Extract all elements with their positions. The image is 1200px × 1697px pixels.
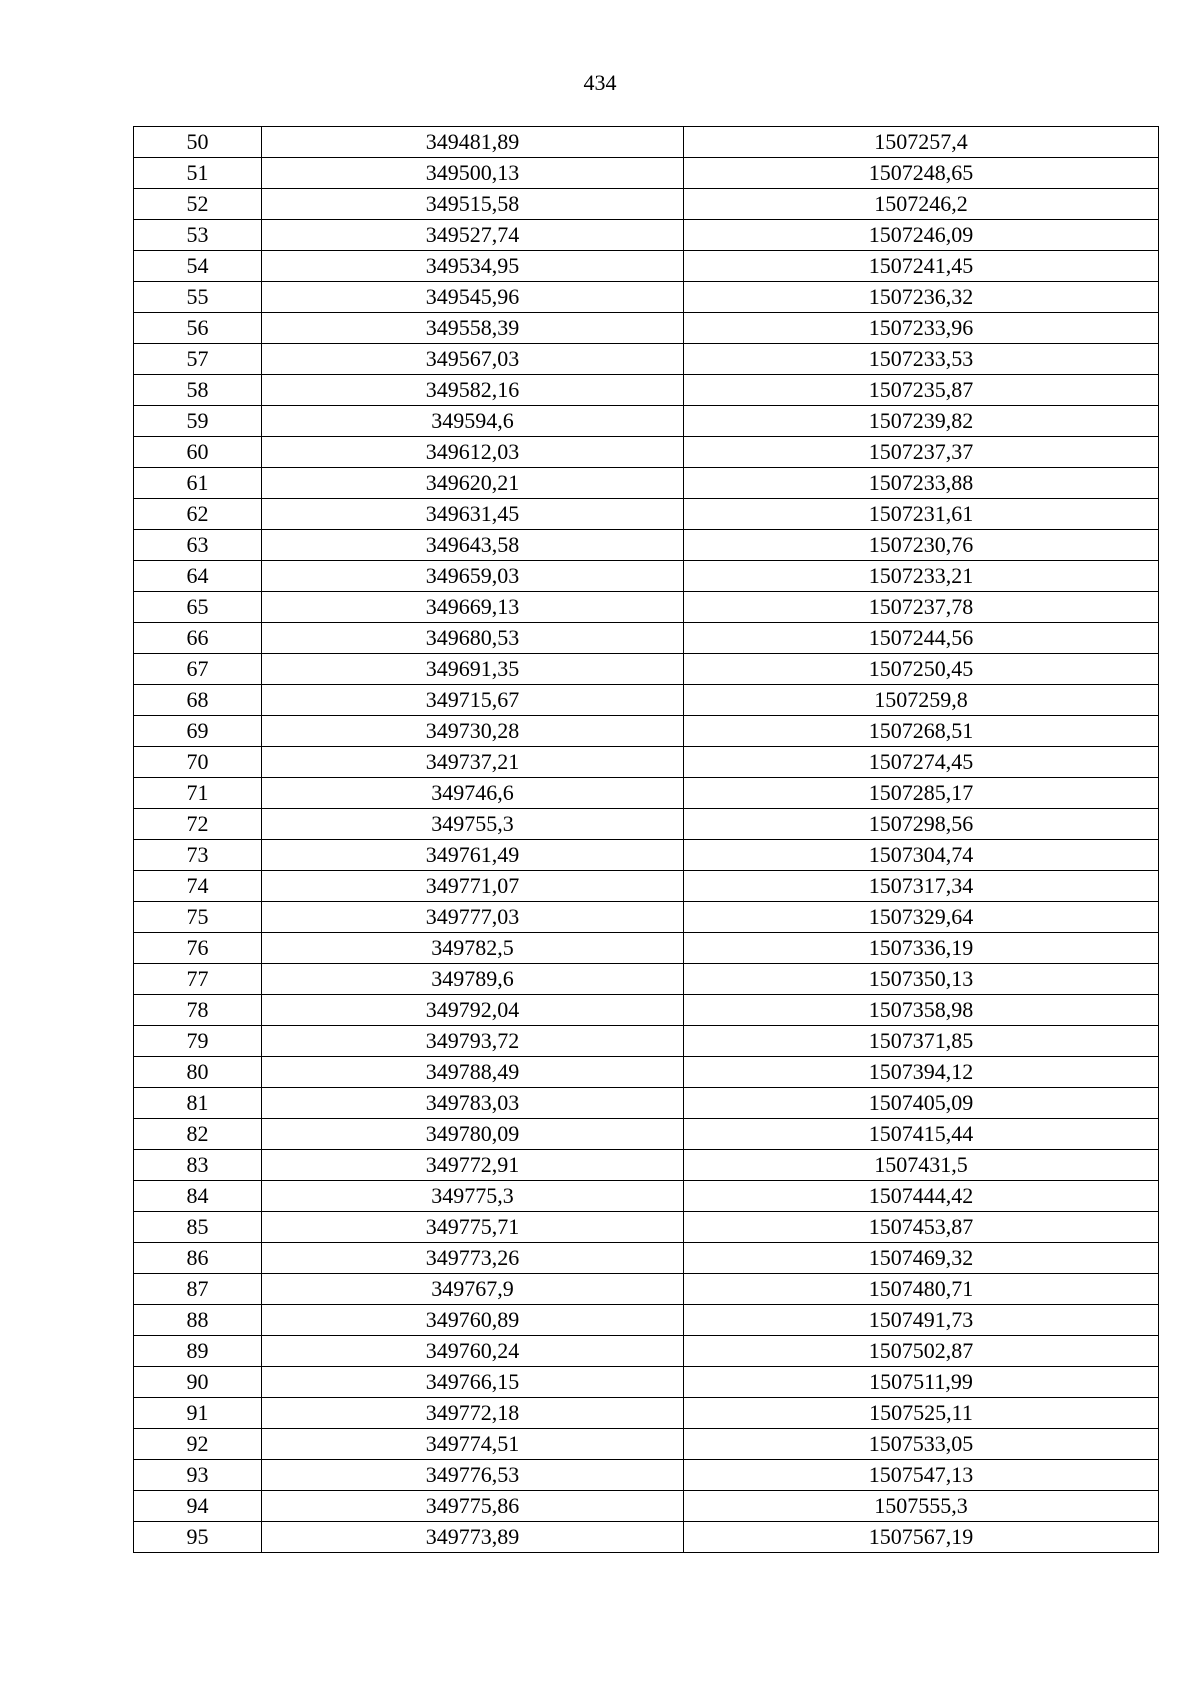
x-coordinate-cell: 349766,15 — [262, 1367, 684, 1398]
x-coordinate-cell: 349773,89 — [262, 1522, 684, 1553]
point-number-cell: 64 — [134, 561, 262, 592]
table-row — [134, 716, 1159, 747]
x-coordinate-cell: 349755,3 — [262, 809, 684, 840]
y-coordinate-cell: 1507237,37 — [684, 437, 1159, 468]
y-coordinate-cell: 1507257,4 — [684, 127, 1159, 158]
point-number-cell: 68 — [134, 685, 262, 716]
y-coordinate-cell: 1507431,5 — [684, 1150, 1159, 1181]
y-coordinate-cell: 1507250,45 — [684, 654, 1159, 685]
coordinates-table-body — [134, 127, 1159, 1553]
table-row — [134, 1150, 1159, 1181]
y-coordinate-cell: 1507239,82 — [684, 406, 1159, 437]
point-number-cell: 85 — [134, 1212, 262, 1243]
table-row — [134, 468, 1159, 499]
x-coordinate-cell: 349772,91 — [262, 1150, 684, 1181]
table-row — [134, 778, 1159, 809]
x-coordinate-cell: 349777,03 — [262, 902, 684, 933]
coordinates-table — [133, 126, 1159, 1553]
table-row — [134, 1088, 1159, 1119]
point-number-cell: 83 — [134, 1150, 262, 1181]
table-row — [134, 902, 1159, 933]
x-coordinate-cell: 349481,89 — [262, 127, 684, 158]
point-number-cell: 78 — [134, 995, 262, 1026]
x-coordinate-cell: 349783,03 — [262, 1088, 684, 1119]
y-coordinate-cell: 1507298,56 — [684, 809, 1159, 840]
y-coordinate-cell: 1507244,56 — [684, 623, 1159, 654]
x-coordinate-cell: 349659,03 — [262, 561, 684, 592]
point-number-cell: 80 — [134, 1057, 262, 1088]
table-row — [134, 561, 1159, 592]
point-number-cell: 90 — [134, 1367, 262, 1398]
table-row — [134, 1212, 1159, 1243]
y-coordinate-cell: 1507371,85 — [684, 1026, 1159, 1057]
table-row — [134, 685, 1159, 716]
x-coordinate-cell: 349782,5 — [262, 933, 684, 964]
point-number-cell: 84 — [134, 1181, 262, 1212]
y-coordinate-cell: 1507248,65 — [684, 158, 1159, 189]
x-coordinate-cell: 349775,71 — [262, 1212, 684, 1243]
x-coordinate-cell: 349792,04 — [262, 995, 684, 1026]
y-coordinate-cell: 1507502,87 — [684, 1336, 1159, 1367]
y-coordinate-cell: 1507317,34 — [684, 871, 1159, 902]
point-number-cell: 76 — [134, 933, 262, 964]
point-number-cell: 59 — [134, 406, 262, 437]
x-coordinate-cell: 349780,09 — [262, 1119, 684, 1150]
y-coordinate-cell: 1507555,3 — [684, 1491, 1159, 1522]
point-number-cell: 71 — [134, 778, 262, 809]
y-coordinate-cell: 1507246,09 — [684, 220, 1159, 251]
x-coordinate-cell: 349760,24 — [262, 1336, 684, 1367]
point-number-cell: 57 — [134, 344, 262, 375]
x-coordinate-cell: 349737,21 — [262, 747, 684, 778]
x-coordinate-cell: 349788,49 — [262, 1057, 684, 1088]
table-row — [134, 344, 1159, 375]
x-coordinate-cell: 349545,96 — [262, 282, 684, 313]
y-coordinate-cell: 1507241,45 — [684, 251, 1159, 282]
x-coordinate-cell: 349767,9 — [262, 1274, 684, 1305]
x-coordinate-cell: 349774,51 — [262, 1429, 684, 1460]
y-coordinate-cell: 1507237,78 — [684, 592, 1159, 623]
point-number-cell: 50 — [134, 127, 262, 158]
y-coordinate-cell: 1507285,17 — [684, 778, 1159, 809]
y-coordinate-cell: 1507233,96 — [684, 313, 1159, 344]
table-row — [134, 592, 1159, 623]
table-row — [134, 499, 1159, 530]
x-coordinate-cell: 349534,95 — [262, 251, 684, 282]
table-row — [134, 1336, 1159, 1367]
table-row — [134, 995, 1159, 1026]
y-coordinate-cell: 1507233,88 — [684, 468, 1159, 499]
x-coordinate-cell: 349730,28 — [262, 716, 684, 747]
y-coordinate-cell: 1507336,19 — [684, 933, 1159, 964]
x-coordinate-cell: 349631,45 — [262, 499, 684, 530]
point-number-cell: 94 — [134, 1491, 262, 1522]
y-coordinate-cell: 1507567,19 — [684, 1522, 1159, 1553]
point-number-cell: 79 — [134, 1026, 262, 1057]
x-coordinate-cell: 349793,72 — [262, 1026, 684, 1057]
y-coordinate-cell: 1507491,73 — [684, 1305, 1159, 1336]
table-row — [134, 1026, 1159, 1057]
table-row — [134, 654, 1159, 685]
point-number-cell: 61 — [134, 468, 262, 499]
y-coordinate-cell: 1507235,87 — [684, 375, 1159, 406]
point-number-cell: 91 — [134, 1398, 262, 1429]
y-coordinate-cell: 1507547,13 — [684, 1460, 1159, 1491]
y-coordinate-cell: 1507358,98 — [684, 995, 1159, 1026]
y-coordinate-cell: 1507259,8 — [684, 685, 1159, 716]
x-coordinate-cell: 349515,58 — [262, 189, 684, 220]
y-coordinate-cell: 1507480,71 — [684, 1274, 1159, 1305]
y-coordinate-cell: 1507511,99 — [684, 1367, 1159, 1398]
point-number-cell: 56 — [134, 313, 262, 344]
table-row — [134, 840, 1159, 871]
table-row — [134, 1119, 1159, 1150]
y-coordinate-cell: 1507268,51 — [684, 716, 1159, 747]
point-number-cell: 87 — [134, 1274, 262, 1305]
y-coordinate-cell: 1507405,09 — [684, 1088, 1159, 1119]
table-row — [134, 871, 1159, 902]
x-coordinate-cell: 349594,6 — [262, 406, 684, 437]
table-row — [134, 1243, 1159, 1274]
table-row — [134, 282, 1159, 313]
x-coordinate-cell: 349620,21 — [262, 468, 684, 499]
point-number-cell: 89 — [134, 1336, 262, 1367]
point-number-cell: 54 — [134, 251, 262, 282]
point-number-cell: 92 — [134, 1429, 262, 1460]
x-coordinate-cell: 349776,53 — [262, 1460, 684, 1491]
table-row — [134, 437, 1159, 468]
y-coordinate-cell: 1507233,21 — [684, 561, 1159, 592]
point-number-cell: 77 — [134, 964, 262, 995]
x-coordinate-cell: 349761,49 — [262, 840, 684, 871]
x-coordinate-cell: 349760,89 — [262, 1305, 684, 1336]
x-coordinate-cell: 349789,6 — [262, 964, 684, 995]
y-coordinate-cell: 1507246,2 — [684, 189, 1159, 220]
table-row — [134, 1460, 1159, 1491]
point-number-cell: 72 — [134, 809, 262, 840]
table-row — [134, 158, 1159, 189]
point-number-cell: 88 — [134, 1305, 262, 1336]
x-coordinate-cell: 349772,18 — [262, 1398, 684, 1429]
table-row — [134, 964, 1159, 995]
table-row — [134, 530, 1159, 561]
table-row — [134, 809, 1159, 840]
y-coordinate-cell: 1507233,53 — [684, 344, 1159, 375]
x-coordinate-cell: 349500,13 — [262, 158, 684, 189]
y-coordinate-cell: 1507469,32 — [684, 1243, 1159, 1274]
table-row — [134, 1181, 1159, 1212]
y-coordinate-cell: 1507525,11 — [684, 1398, 1159, 1429]
point-number-cell: 81 — [134, 1088, 262, 1119]
table-row — [134, 375, 1159, 406]
point-number-cell: 52 — [134, 189, 262, 220]
y-coordinate-cell: 1507394,12 — [684, 1057, 1159, 1088]
point-number-cell: 82 — [134, 1119, 262, 1150]
x-coordinate-cell: 349773,26 — [262, 1243, 684, 1274]
y-coordinate-cell: 1507231,61 — [684, 499, 1159, 530]
table-row — [134, 1367, 1159, 1398]
x-coordinate-cell: 349775,86 — [262, 1491, 684, 1522]
point-number-cell: 74 — [134, 871, 262, 902]
table-row — [134, 1429, 1159, 1460]
point-number-cell: 95 — [134, 1522, 262, 1553]
table-row — [134, 1274, 1159, 1305]
point-number-cell: 60 — [134, 437, 262, 468]
page-number: 434 — [583, 70, 617, 95]
point-number-cell: 58 — [134, 375, 262, 406]
y-coordinate-cell: 1507329,64 — [684, 902, 1159, 933]
table-row — [134, 1057, 1159, 1088]
y-coordinate-cell: 1507453,87 — [684, 1212, 1159, 1243]
point-number-cell: 70 — [134, 747, 262, 778]
y-coordinate-cell: 1507230,76 — [684, 530, 1159, 561]
table-row — [134, 1522, 1159, 1553]
point-number-cell: 93 — [134, 1460, 262, 1491]
y-coordinate-cell: 1507236,32 — [684, 282, 1159, 313]
y-coordinate-cell: 1507444,42 — [684, 1181, 1159, 1212]
point-number-cell: 55 — [134, 282, 262, 313]
point-number-cell: 63 — [134, 530, 262, 561]
table-row — [134, 220, 1159, 251]
x-coordinate-cell: 349612,03 — [262, 437, 684, 468]
x-coordinate-cell: 349746,6 — [262, 778, 684, 809]
point-number-cell: 66 — [134, 623, 262, 654]
point-number-cell: 53 — [134, 220, 262, 251]
y-coordinate-cell: 1507350,13 — [684, 964, 1159, 995]
x-coordinate-cell: 349771,07 — [262, 871, 684, 902]
table-row — [134, 747, 1159, 778]
table-row — [134, 623, 1159, 654]
table-row — [134, 251, 1159, 282]
y-coordinate-cell: 1507304,74 — [684, 840, 1159, 871]
x-coordinate-cell: 349643,58 — [262, 530, 684, 561]
point-number-cell: 67 — [134, 654, 262, 685]
point-number-cell: 65 — [134, 592, 262, 623]
table-row — [134, 406, 1159, 437]
point-number-cell: 73 — [134, 840, 262, 871]
x-coordinate-cell: 349558,39 — [262, 313, 684, 344]
table-row — [134, 1305, 1159, 1336]
point-number-cell: 51 — [134, 158, 262, 189]
x-coordinate-cell: 349567,03 — [262, 344, 684, 375]
table-row — [134, 1398, 1159, 1429]
y-coordinate-cell: 1507533,05 — [684, 1429, 1159, 1460]
table-row — [134, 127, 1159, 158]
y-coordinate-cell: 1507274,45 — [684, 747, 1159, 778]
x-coordinate-cell: 349527,74 — [262, 220, 684, 251]
table-row — [134, 189, 1159, 220]
table-row — [134, 933, 1159, 964]
y-coordinate-cell: 1507415,44 — [684, 1119, 1159, 1150]
point-number-cell: 69 — [134, 716, 262, 747]
x-coordinate-cell: 349680,53 — [262, 623, 684, 654]
x-coordinate-cell: 349715,67 — [262, 685, 684, 716]
x-coordinate-cell: 349669,13 — [262, 592, 684, 623]
x-coordinate-cell: 349775,3 — [262, 1181, 684, 1212]
table-row — [134, 313, 1159, 344]
x-coordinate-cell: 349691,35 — [262, 654, 684, 685]
point-number-cell: 75 — [134, 902, 262, 933]
point-number-cell: 86 — [134, 1243, 262, 1274]
x-coordinate-cell: 349582,16 — [262, 375, 684, 406]
table-row — [134, 1491, 1159, 1522]
point-number-cell: 62 — [134, 499, 262, 530]
